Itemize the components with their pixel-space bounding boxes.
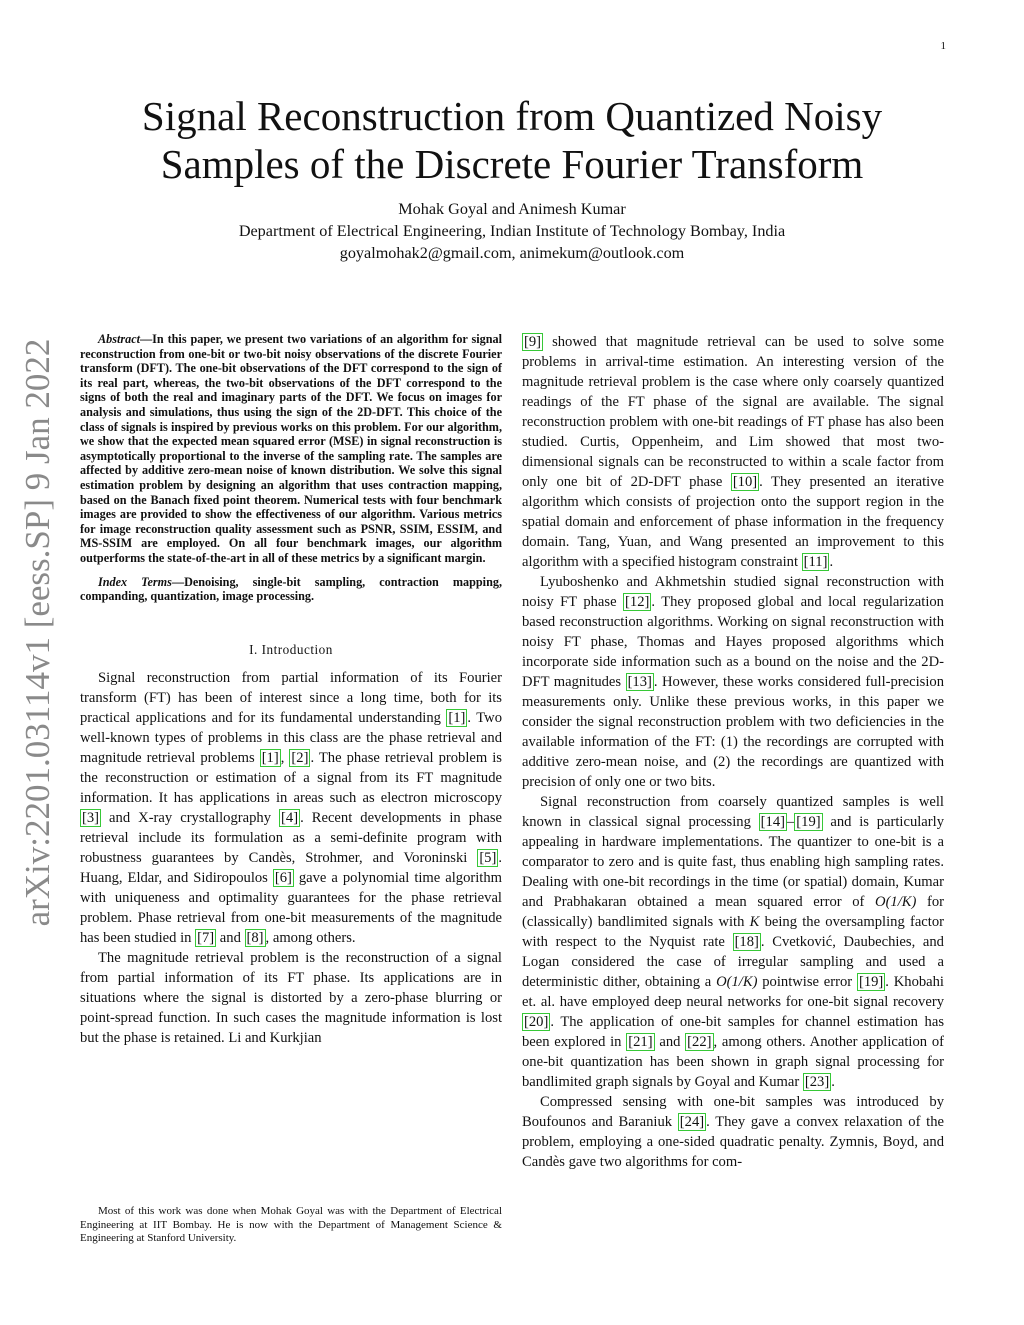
text-run: . The phase retrieval problem is the reconstruction or estimation of a signal from its FT magnitude information. It has applications in areas such as electron microscopy [80,749,502,806]
text-run: and [654,1034,686,1050]
title-line-2: Samples of the Discrete Fourier Transform [160,141,864,187]
author-emails: goyalmohak2@gmail.com, animekum@outlook.com [339,244,685,262]
text-run: , among others. Another application of one-bit quantization has been shown in graph signal processing for bandlimited graph signals by Goyal and Kumar [522,1034,944,1090]
math-expression: O(1/K) [875,894,917,910]
text-run: . Huang, Eldar, and Sidiropoulos [80,849,502,886]
author-block [80,198,944,264]
citation-link[interactable]: [18] [734,934,759,950]
citation-link[interactable]: [3] [82,809,100,826]
title-line-1: Signal Reconstruction from Quantized Noisy [141,93,883,139]
citation-link[interactable]: [14] [760,814,785,830]
footnote: Most of this work was done when Mohak Goyal was with the Department of Electrical Engineering at IIT Bombay. He is now with the Department of Management Science & Engineering at Stanford University. [80,1205,502,1244]
arxiv-watermark [8,0,68,1325]
citation-link[interactable]: [4] [281,809,299,826]
text-run: . Khobahi et. al. have employed deep neural networks for one-bit signal recovery [522,974,944,1010]
paper-title [80,92,944,188]
citation-link[interactable]: [7] [197,929,215,946]
citation-link[interactable]: [12] [625,594,650,610]
text-run: being the oversampling factor with respect to the Nyquist rate [522,914,944,950]
citation-link[interactable]: [2] [291,749,309,766]
intro-paragraph-2: The magnitude retrieval problem is the reconstruction of a signal from partial information of its FT phase. Its applications are in situations where the signal is distorted by a zero-phase blurring or point-spread function. In such cases the magnitude information is lost but the phase is retained. Li and Kurkjian [80,949,502,1046]
text-run: , among others. [265,929,356,946]
text-run: . Cvetković, Daubechies, and Logan considered the case of irregular sampling and used a deterministic dither, obtaining a [522,934,944,990]
citation-link[interactable]: [22] [687,1034,712,1050]
text-run: gave a polynomial time algorithm with uniqueness and optimality guarantees for the phase retrieval problem. Phase retrieval from one-bit measurements of the magnitude has been studied in [80,869,502,946]
intro-paragraph-1 [80,668,502,948]
citation-link[interactable]: [10] [732,474,758,490]
text-run: . They proposed global and local regularization based reconstruction algorithms. Working on signal reconstruction with noisy FT phase, Thomas and Hayes proposed algorithms which incorporate side information such as a bound on the noise and the 2D-DFT magnitudes [522,594,944,690]
citation-link[interactable]: [20] [524,1014,549,1030]
author-names: Mohak Goyal and Animesh Kumar [398,200,626,218]
citation-link[interactable]: [24] [679,1114,705,1130]
right-paragraph-4 [522,1092,944,1172]
citation-link[interactable]: [1] [448,709,466,726]
text-run: for (classically) bandlimited signals with [522,894,945,930]
citation-link[interactable]: [1] [261,749,279,766]
right-paragraph-1 [522,332,944,572]
text-run: – [786,814,795,830]
index-terms-text: —Denoising, single-bit sampling, contraction mapping, companding, quantization, image processing. [80,574,502,604]
right-paragraph-3 [522,792,944,1092]
citation-link[interactable]: [9] [524,334,542,350]
citation-link[interactable]: [23] [804,1074,830,1090]
right-column [522,332,944,1172]
text-run: Lyuboshenko and Akhmetshin studied signal reconstruction with noisy FT phase [522,574,944,610]
text-run: . However, these works considered full-precision measurements only. Unlike these previous works, in this paper we consider the signal reconstruction problem with two deficiencies in the available information of the FT: (1) the recordings are corrupted with additive zero-mean noise, and (2) the recordings are quantized with precision of only one or two bits. [522,674,944,790]
abstract-label: Abstract [98,332,140,346]
text-run: pointwise error [757,974,857,990]
left-column [80,332,502,1048]
text-run: and is particularly appealing in hardware implementations. The quantizer to one-bit is a comparator to zero and is quite fast, thus enabling high sampling rates. Dealing with one-bit recordings in the time (or spatial) domain, Kumar and Prabhakaran obtained a mean squared error of [522,814,944,910]
text-run: Compressed sensing with one-bit samples was introduced by Boufounos and Baraniuk [522,1094,944,1130]
citation-link[interactable]: [21] [628,1034,653,1050]
section-heading-introduction [80,642,502,658]
math-expression: K [749,914,760,930]
section-title: I. Introduction [249,641,333,657]
arxiv-id: arXiv:2201.03114v1 [eess.SP] 9 Jan 2022 [18,338,57,927]
page-number: 1 [940,40,946,52]
text-run: . They gave a convex relaxation of the problem, employing a one-sided quadratic penalty. Zymnis, Boyd, and Candès gave two algorithms for com- [522,1114,944,1170]
text-run: . They presented an iterative algorithm which consists of projection onto the support region in the spatial domain and enforcement of phase information in the frequency domain. Tang, Yuan, and Wang presented an improvement to this algorithm with a specified histogram constraint [522,474,945,570]
citation-link[interactable]: [11] [803,554,828,570]
text-run: . [831,1074,835,1090]
text-run: . The application of one-bit samples for channel estimation has been explored in [522,1014,944,1050]
index-terms-label: Index Terms [98,574,172,589]
text-run: showed that magnitude retrieval can be used to solve some problems in arrival-time estimation. An interesting version of the magnitude retrieval problem is the case where only coarsely quantized readings of the FT phase of the signal are available. The signal reconstruction problem with one-bit readings of FT phase has also been studied. Curtis, Oppenheim, and Lim showed that most two-dimensional signals can be reconstructed to within a scale factor from only one bit of 2D-DFT phase [522,334,944,490]
citation-link[interactable]: [19] [858,974,884,990]
citation-link[interactable]: [19] [796,814,821,830]
text-run: and [216,929,245,946]
citation-link[interactable]: [6] [274,869,292,886]
text-run: Signal reconstruction from coarsely quantized samples is well known in classical signal processing [522,794,944,830]
text-run: . Two well-known types of problems in this class are the phase retrieval and magnitude retrieval problems [80,709,502,766]
math-expression: O(1/K) [716,974,758,990]
author-affiliation: Department of Electrical Engineering, Indian Institute of Technology Bombay, India [238,222,786,240]
citation-link[interactable]: [5] [479,849,497,866]
abstract [80,332,502,566]
citation-link[interactable]: [13] [627,674,652,690]
right-paragraph-2 [522,572,944,792]
text-run: . [829,554,834,570]
text-run: and X-ray crystallography [101,809,280,826]
index-terms [80,575,502,604]
abstract-text: —In this paper, we present two variations of an algorithm for signal reconstruction from one-bit or two-bit noisy observations of the discrete Fourier transform (DFT). The one-bit observations of the DFT correspond to the sign of its real part, whereas, the two-bit observations of the DFT correspond to the signs of both the real and imaginary parts of the DFT. We focus on images for analysis and simulations, thus using the sign of the 2D-DFT. This choice of the class of signals is inspired by previous works on this problem. For our algorithm, we show that the expected mean squared error (MSE) in signal reconstruction is asymptotically proportional to the inverse of the sampling rate. The samples are affected by additive zero-mean noise of known distribution. We solve this signal estimation problem by designing an algorithm that uses contraction mapping, based on the Banach fixed point theorem. Numerical tests with four benchmark images are provided to show the effectiveness of our algorithm. Various metrics for image reconstruction quality assessment such as PSNR, SSIM, ESSIM, and MS-SSIM are employed. On all four benchmark images, our algorithm outperforms the state-of-the-art in all of these metrics by a significant margin. [80,332,502,565]
text-run: , [280,749,290,766]
text-run: . Recent developments in phase retrieval include its formulation as a semi-definite program with robustness guarantees by Candès, Strohmer, and Voroninski [80,809,502,866]
text-run: Signal reconstruction from partial information of its Fourier transform (FT) has been of interest since a long time, both for its practical applications and for its fundamental understanding [80,669,502,726]
citation-link[interactable]: [8] [246,929,264,946]
